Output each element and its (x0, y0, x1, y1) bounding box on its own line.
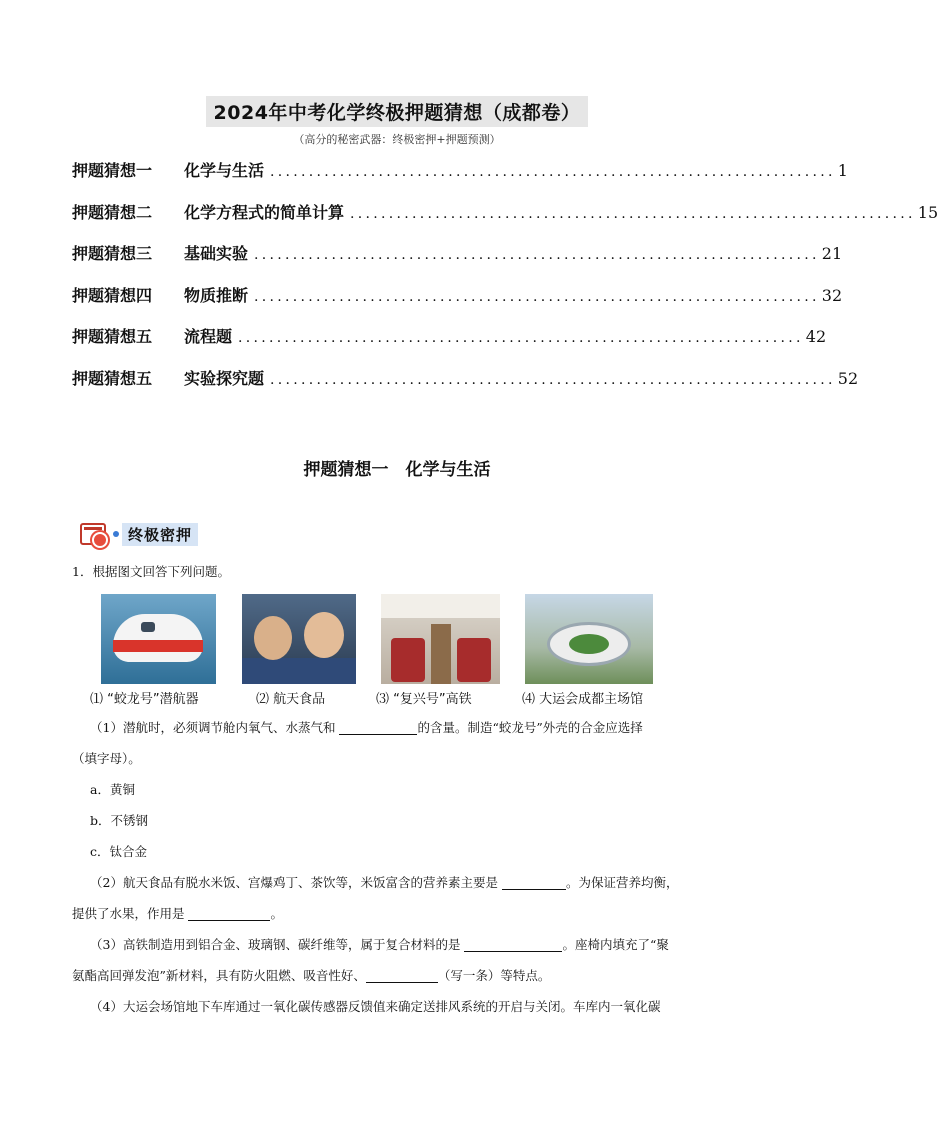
text: 氨酯高回弹发泡”新材料，具有防火阻燃、吸音性好、 (72, 968, 366, 983)
toc-leader: ......................................................................... (238, 330, 804, 346)
toc-row[interactable] (72, 158, 848, 200)
question-line (72, 960, 723, 991)
space-food-image (242, 594, 356, 684)
question-line (72, 867, 723, 898)
train-interior-image (381, 594, 500, 684)
toc-row[interactable] (72, 200, 938, 242)
toc-number: 押题猜想五 (72, 368, 153, 388)
text: （3）高铁制造用到铝合金、玻璃钢、碳纤维等，属于复合材料的是 (90, 937, 465, 952)
stadium-image (525, 594, 653, 684)
question-intro: 1．根据图文回答下列问题。 (72, 564, 230, 579)
toc-name: 化学方程式的简单计算 (184, 202, 345, 222)
question-line (72, 898, 723, 929)
answer-blank[interactable] (366, 968, 438, 983)
toc-name: 实验探究题 (184, 368, 265, 388)
text: 。座椅内填充了“聚 (562, 937, 669, 952)
submersible-image (101, 594, 216, 684)
figure-caption: ⑶ “复兴号”高铁 (376, 692, 472, 707)
toc-number: 押题猜想一 (72, 161, 153, 180)
toc-page-number: 15 (917, 202, 938, 222)
answer-blank[interactable] (339, 720, 417, 735)
table-of-contents (72, 158, 938, 407)
toc-number: 押题猜想五 (72, 327, 153, 346)
question-line: （填字母）。 (72, 751, 141, 766)
text: 。 (270, 906, 283, 921)
toc-leader: ......................................................................... (254, 288, 820, 305)
answer-blank[interactable] (464, 937, 562, 952)
toc-name: 基础实验 (184, 244, 249, 263)
text: 提供了水果，作用是 (72, 906, 189, 921)
option-a: a．黄铜 (90, 782, 135, 797)
toc-page-number: 1 (837, 161, 848, 180)
text: （2）航天食品有脱水米饭、宫爆鸡丁、茶饮等，米饭富含的营养素主要是 (90, 875, 502, 890)
figure-caption: ⑴ “蛟龙号”潜航器 (90, 692, 199, 707)
title-wrap (0, 96, 794, 127)
toc-page-number: 21 (821, 244, 843, 263)
question-line (72, 712, 723, 743)
toc-name: 物质推断 (184, 285, 249, 305)
figure-caption: ⑵ 航天食品 (256, 692, 326, 707)
option-c: c．钛合金 (90, 844, 148, 859)
toc-page-number: 52 (837, 368, 859, 388)
toc-leader: ......................................................................... (270, 164, 836, 180)
text: （1）潜航时，必须调节舱内氧气、水蒸气和 (90, 720, 340, 735)
toc-leader: ......................................................................... (254, 247, 820, 263)
toc-leader: ......................................................................... (270, 371, 836, 388)
document-subtitle: （高分的秘密武器：终极密押+押题预测） (293, 133, 501, 146)
text: 。为保证营养均衡， (565, 875, 679, 890)
toc-name: 流程题 (184, 327, 233, 346)
toc-number: 押题猜想二 (72, 202, 153, 222)
document-title: 2024年中考化学终极押题猜想（成都卷） (206, 96, 589, 127)
toc-name: 化学与生活 (184, 161, 265, 180)
section-title: 押题猜想一 化学与生活 (303, 460, 491, 480)
toc-row[interactable] (72, 283, 843, 325)
question-line (72, 929, 723, 960)
figure-caption: ⑷ 大运会成都主场馆 (522, 692, 644, 707)
toc-page-number: 42 (805, 327, 827, 346)
toc-number: 押题猜想四 (72, 285, 153, 305)
question-line: （4）大运会场馆地下车库通过一氧化碳传感器反馈值来确定送排风系统的开启与关闭。车库内一氧化碳 (90, 999, 661, 1014)
answer-blank[interactable] (502, 875, 566, 890)
question-body (72, 712, 723, 1022)
text: 的含量。制造“蛟龙号”外壳的合金应选择 (417, 720, 643, 735)
toc-row[interactable] (72, 366, 859, 408)
answer-blank[interactable] (188, 906, 270, 921)
toc-leader: ......................................................................... (350, 205, 916, 222)
text: （写一条）等特点。 (437, 968, 551, 983)
option-b: b．不锈钢 (90, 813, 149, 828)
toc-number: 押题猜想三 (72, 244, 153, 263)
toc-row[interactable] (72, 324, 827, 366)
target-icon (80, 521, 110, 547)
toc-page-number: 32 (821, 285, 843, 305)
section-badge (80, 520, 198, 548)
dot-icon (113, 531, 119, 537)
toc-row[interactable] (72, 241, 843, 283)
badge-label: 终极密押 (122, 523, 198, 546)
